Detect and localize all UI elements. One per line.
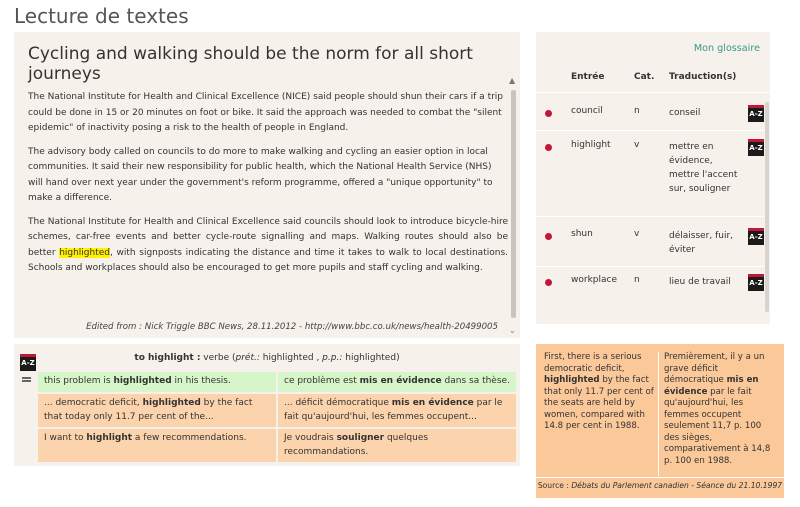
context-source: Source : Débats du Parlement canadien - Séance du 21.10.1997 (537, 481, 783, 490)
glossary-translation: mettre en évidence, mettre l'accent sur, souligner (669, 142, 738, 194)
glossary-entry: council (571, 106, 603, 116)
preterite-label: prét.: (235, 353, 260, 363)
divider (658, 352, 659, 476)
scroll-down-icon[interactable]: ⌄ (509, 326, 516, 335)
divider (536, 266, 770, 267)
my-glossary-link[interactable]: Mon glossaire (693, 43, 760, 54)
scroll-up-icon[interactable]: ▲ (509, 76, 516, 85)
example-fr[interactable]: ce problème est mis en évidence dans sa thèse. (278, 372, 516, 392)
paragraph-text: The National Institute for Health and Clinical Excellence said councils should look to introduce bicycle-hire schemes, car-free events and better cycle-route signalling and maps. Walking routes should also be better (28, 216, 508, 258)
glossary-entry: highlight (571, 140, 611, 150)
article-paragraph-3 (28, 215, 508, 277)
dictionary-icon[interactable]: A-Z (20, 354, 36, 371)
dictionary-icon[interactable]: A-Z (748, 228, 764, 245)
article-paragraph-2: The advisory body called on councils to do more to make walking and cycling an easier option in local communities. It said their new responsibility for public health, which the National Health Service (NHS) will hand over next year under the government's reform programme, offered a "unique opportunity" to make a difference. (28, 146, 493, 203)
source-author: Edited from : Nick Triggle (86, 322, 198, 332)
scroll-thumb[interactable] (511, 90, 516, 318)
scroll-thumb[interactable] (765, 102, 769, 312)
bilingual-context-panel (536, 344, 784, 498)
glossary-category: n (634, 106, 640, 116)
example-en[interactable]: this problem is highlighted in his thesis. (38, 372, 276, 392)
article-body (28, 90, 508, 285)
bullet-icon (545, 233, 552, 240)
example-fr[interactable]: Je voudrais souligner quelques recommandations. (278, 429, 516, 462)
past-participle-label: p.p.: (322, 353, 343, 363)
highlighted-word[interactable]: highlighted (59, 247, 111, 258)
paragraph-text: , with signposts indicating the distance and time it takes to walk to local destinations. Schools and workplaces should also be encouraged to get more pupils and staff cycling and walking. (28, 247, 508, 273)
glossary-panel (536, 32, 770, 324)
bullet-icon (545, 110, 552, 117)
context-fr: Premièrement, il y a un grave déficit démocratique mis en évidence par le fait qu'aujourd'hui, les femmes occupent seulement 11,7 p. 100 des sièges, comparativement à 14,8 p. 100 en 1988. (664, 352, 771, 466)
glossary-entry: workplace (571, 275, 617, 285)
dictionary-headword-line: to highlight : verbe (prét.: highlighted , p.p.: highlighted) (134, 353, 400, 363)
glossary-translation: lieu de travail (669, 277, 731, 287)
article-panel (14, 32, 520, 338)
article-paragraph-1: The National Institute for Health and Clinical Excellence (NICE) said people should shun their cars if a trip could be done in 15 or 20 minutes on foot or bike. It said the approach was needed to combat the "silent epidemic" of inactivity posing a risk to the health of people in England. (28, 92, 504, 133)
dictionary-icon[interactable]: A-Z (748, 274, 764, 291)
bullet-icon (545, 144, 552, 151)
glossary-category: v (634, 229, 640, 239)
glossary-scrollbar[interactable] (764, 102, 770, 312)
glossary-category: v (634, 140, 640, 150)
dictionary-icon[interactable]: A-Z (748, 139, 764, 156)
column-header-entry: Entrée (571, 72, 605, 82)
article-source (86, 322, 498, 332)
list-icon[interactable] (22, 377, 31, 385)
divider (536, 477, 784, 478)
article-title: Cycling and walking should be the norm for all short journeys (28, 44, 473, 84)
column-header-translation: Traduction(s) (669, 72, 737, 82)
glossary-translation: délaisser, fuir, éviter (669, 231, 734, 255)
glossary-translation: conseil (669, 108, 701, 118)
divider (536, 92, 770, 93)
article-scrollbar[interactable] (508, 34, 518, 336)
glossary-category: n (634, 275, 640, 285)
example-fr[interactable]: ... déficit démocratique mis en évidence par le fait qu'aujourd'hui, les femmes occupent... (278, 394, 516, 427)
dictionary-panel (14, 344, 520, 466)
divider (536, 130, 770, 131)
preterite: highlighted (262, 353, 314, 363)
past-participle: highlighted (345, 353, 397, 363)
headword: to highlight : (134, 353, 201, 363)
context-en: First, there is a serious democratic deficit, highlighted by the fact that only 11.7 per cent of the seats are held by women, compared with 14.8 per cent in 1988. (544, 352, 654, 431)
example-en[interactable]: ... democratic deficit, highlighted by the fact that today only 11.7 per cent of the... (38, 394, 276, 427)
column-header-category: Cat. (634, 72, 655, 82)
glossary-entry: shun (571, 229, 593, 239)
dictionary-icon[interactable]: A-Z (748, 105, 764, 122)
part-of-speech: verbe (203, 353, 230, 363)
source-link[interactable]: BBC News, 28.11.2012 - http://www.bbc.co.uk/news/health-20499005 (197, 322, 498, 332)
example-en[interactable]: I want to highlight a few recommendations. (38, 429, 276, 462)
bullet-icon (545, 279, 552, 286)
divider (536, 216, 770, 217)
app-title: Lecture de textes (14, 4, 189, 28)
